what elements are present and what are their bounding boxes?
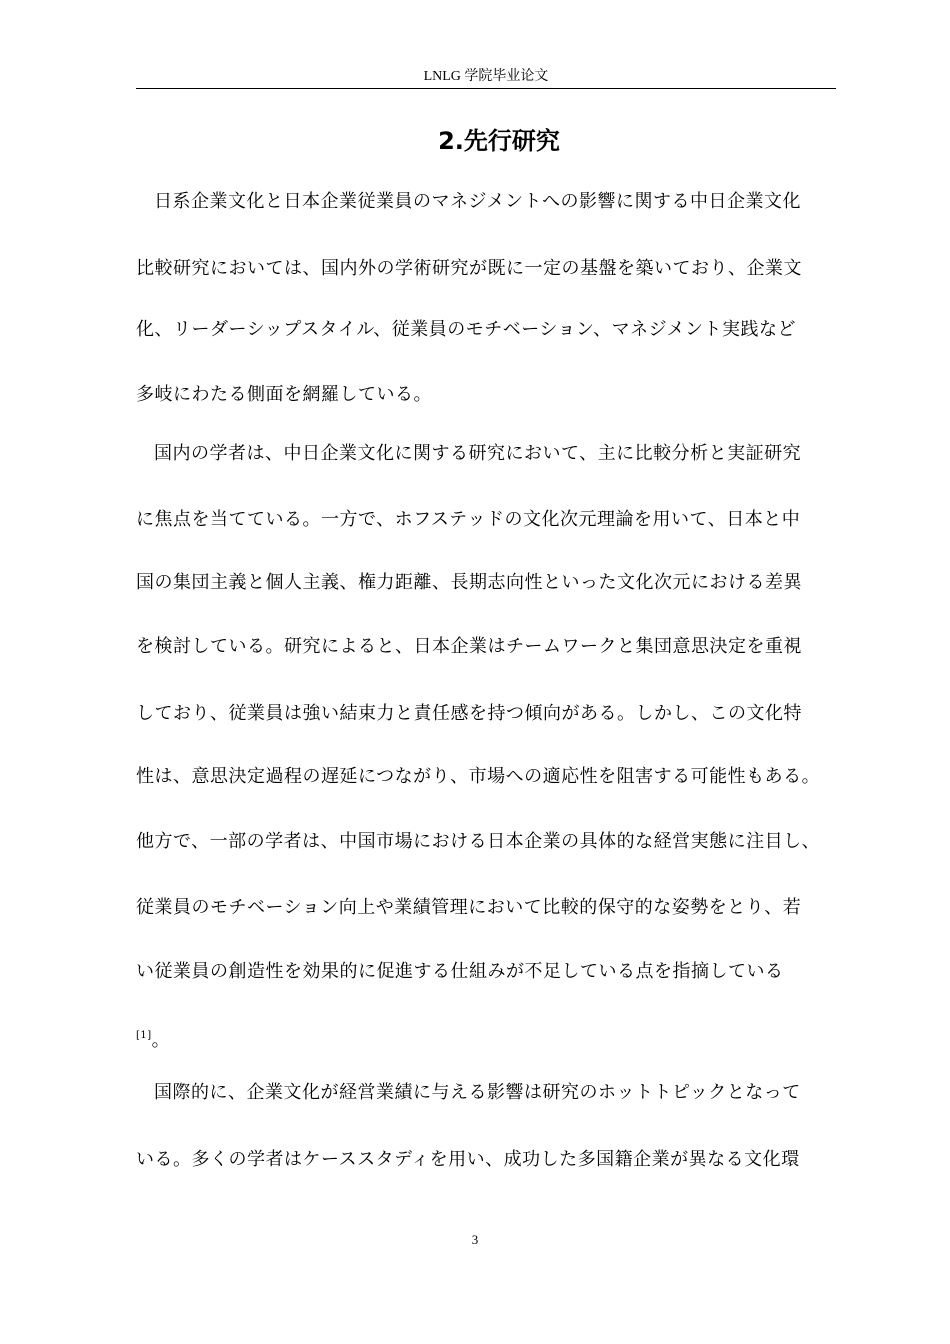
paragraph-line: 国の集団主義と個人主義、権力距離、長期志向性といった文化次元における差異 <box>136 572 802 593</box>
paragraph-line: に焦点を当てている。一方で、ホフステッドの文化次元理論を用いて、日本と中 <box>136 509 801 530</box>
paragraph-line: い従業員の創造性を効果的に促進する仕組みが不足している点を指摘している <box>136 961 784 982</box>
citation-period: 。 <box>151 1030 171 1051</box>
section-title: 2.先行研究 <box>438 127 560 155</box>
paragraph-line: いる。多くの学者はケーススタディを用い、成功した多国籍企業が異なる文化環 <box>136 1149 800 1170</box>
paragraph-line: しており、従業員は強い結束力と責任感を持つ傾向がある。しかし、この文化特 <box>136 703 802 724</box>
header-rule <box>136 88 836 89</box>
citation-marker[interactable]: [1] <box>136 1030 152 1041</box>
paragraph-line: 多岐にわたる側面を網羅している。 <box>136 384 432 405</box>
page-number: 3 <box>471 1232 479 1247</box>
paragraph-line: 性は、意思決定過程の遅延につながり、市場への適応性を阻害する可能性もある。 <box>136 766 821 787</box>
paragraph-line: 日系企業文化と日本企業従業員のマネジメントへの影響に関する中日企業文化 <box>154 191 801 212</box>
paragraph-line: 他方で、一部の学者は、中国市場における日本企業の具体的な経営実態に注目し、 <box>136 831 821 852</box>
paragraph-line: 従業員のモチベーション向上や業績管理において比較的保守的な姿勢をとり、若 <box>136 897 802 918</box>
running-header: LNLG 学院毕业论文 <box>423 69 549 84</box>
paragraph-line: を検討している。研究によると、日本企業はチームワークと集団意思決定を重視 <box>136 636 802 657</box>
paragraph-line: 化、リーダーシップスタイル、従業員のモチベーション、マネジメント実践など <box>136 319 797 340</box>
paragraph-line: 国際的に、企業文化が経営業績に与える影響は研究のホットトピックとなって <box>154 1082 801 1103</box>
citation-line <box>136 1028 170 1057</box>
paragraph-line: 国内の学者は、中日企業文化に関する研究において、主に比較分析と実証研究 <box>154 443 802 464</box>
paragraph-line: 比較研究においては、国内外の学術研究が既に一定の基盤を築いており、企業文 <box>136 258 802 279</box>
